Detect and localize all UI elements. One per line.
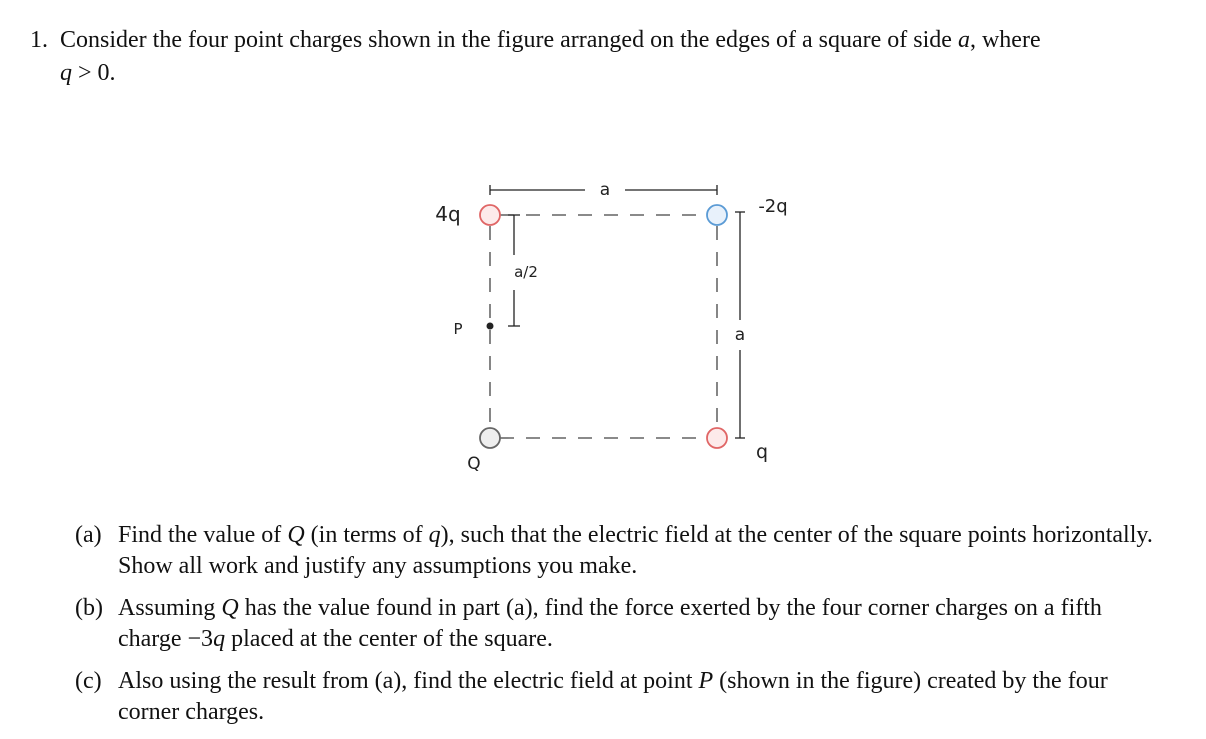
charge-bottom-right [707,428,727,448]
problem-statement [30,24,1180,90]
part-b-text-1: Assuming [118,595,222,621]
part-a-text-3: ), such that the electric field at the center of the square points horizontally. Show all work and justify any assumptions you make. [118,522,1153,579]
problem-number: 1. [30,27,48,53]
part-c-text-2: (shown in the figure) created by the four corner charges. [118,668,1108,725]
part-a [75,520,1155,582]
condition-variable: q [60,60,72,86]
point-p-label: P [453,320,463,338]
part-a-text-1: Find the value of [118,522,288,548]
side-variable: a [957,27,970,53]
condition-rest: > 0. [72,60,116,86]
charge-top-right [707,205,727,225]
charge-square-figure [410,170,810,480]
part-a-label: (a) [75,522,102,548]
part-a-var-2: q [428,522,441,548]
part-b-text-3: placed at the center of the square. [225,626,553,652]
part-c-var-1: P [698,668,714,694]
top-side-label: a [599,180,611,200]
part-c-text-1: Also using the result from (a), find the electric field at point [118,668,699,694]
problem-parts [75,520,1155,739]
part-c-label: (c) [75,668,102,694]
problem-intro: Consider the four point charges shown in the figure arranged on the edges of a square of side [60,27,958,53]
part-b-var-1: Q [221,595,239,621]
problem-intro-end: , where [969,27,1041,53]
part-a-var-1: Q [287,522,305,548]
bottom-left-charge-label: Q [467,454,481,474]
part-b-text-2: has the value found in part (a), find the force exerted by the four corner charges on a fifth charge −3 [118,595,1102,652]
top-left-charge-label: 4q [435,202,461,226]
point-p-dot [487,323,494,330]
bottom-right-charge-label: q [755,441,769,463]
charge-top-left [480,205,500,225]
charge-bottom-left [480,428,500,448]
half-side-label: a/2 [514,263,538,281]
part-c [75,666,1155,728]
top-right-charge-label: -2q [758,196,788,217]
figure-canvas [410,170,810,480]
right-side-label: a [734,325,746,345]
problem-condition [30,57,1180,90]
part-b-label: (b) [75,595,103,621]
part-b-var-2: q [213,626,226,652]
part-b [75,593,1155,655]
part-a-text-2: (in terms of [304,522,429,548]
